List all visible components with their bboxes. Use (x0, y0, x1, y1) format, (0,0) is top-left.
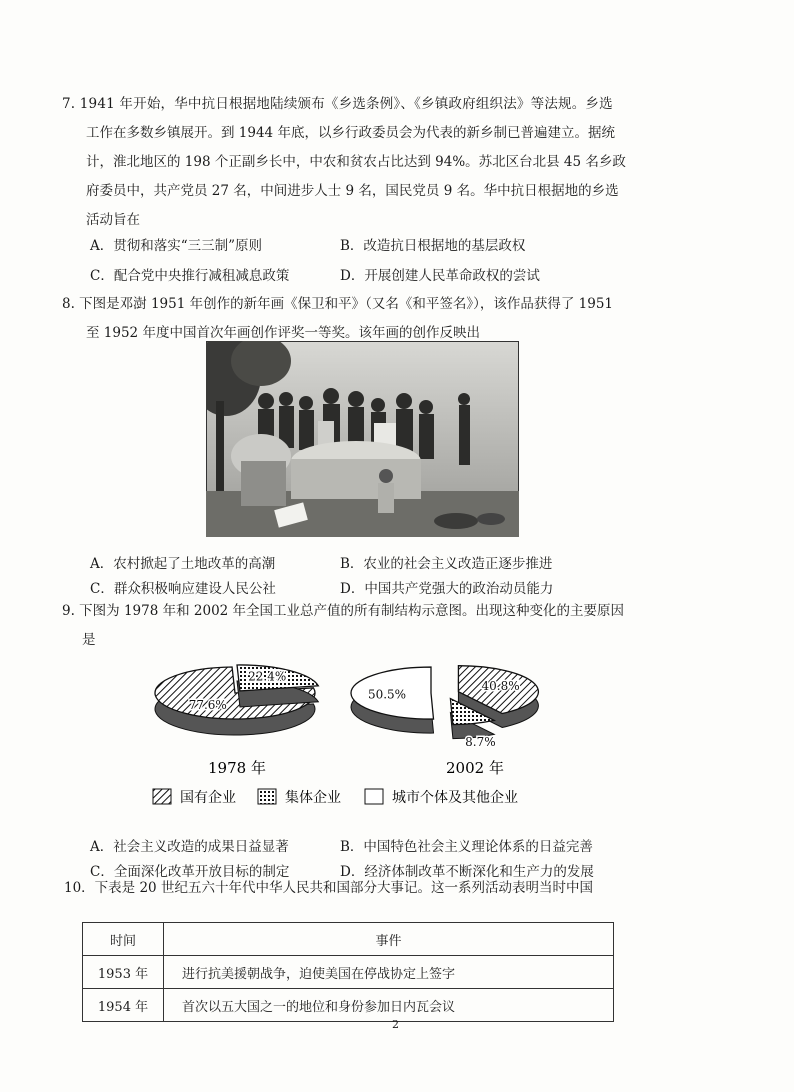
new-year-painting-image (206, 341, 519, 537)
q9-option-b[interactable]: B．中国特色社会主义理论体系的日益完善 (340, 838, 593, 855)
legend (153, 789, 518, 806)
pie-slice-label: 22.4% (248, 669, 287, 684)
q9-option-d[interactable]: D．经济体制改革不断深化和生产力的发展 (340, 863, 594, 880)
legend-swatch-state (153, 789, 171, 804)
q7-line: 府委员中，共产党员 27 名，中间进步人士 9 名，国民党员 9 名。华中抗日根据地的乡选 (86, 183, 619, 199)
q8-option-a[interactable]: A．农村掀起了土地改革的高潮 (90, 555, 276, 572)
legend-label-state: 国有企业 (180, 790, 236, 806)
q7-option-b[interactable]: B．改造抗日根据地的基层政权 (340, 237, 526, 254)
table-cell-time: 1954 年 (83, 989, 164, 1022)
pie-slice-label: 8.7% (465, 735, 496, 750)
pie-2002 (351, 666, 538, 749)
q9-option-a[interactable]: A．社会主义改造的成果日益显著 (90, 838, 289, 855)
q7-line: 工作在多数乡镇展开。到 1944 年底，以乡行政委员会为代表的新乡制已普遍建立。据统 (86, 125, 615, 141)
q9-line: 9. 下图为 1978 年和 2002 年全国工业总产值的所有制结构示意图。出现这种变化的主要原因 (62, 603, 625, 619)
q7-option-c[interactable]: C．配合党中央推行减租减息政策 (90, 267, 290, 284)
q9-option-c[interactable]: C．全面深化改革开放目标的制定 (90, 863, 290, 880)
table-header-row (83, 923, 614, 956)
pie-title-1978: 1978 年 (208, 759, 266, 777)
table-cell-event: 进行抗美援朝战争，迫使美国在停战协定上签字 (164, 956, 614, 989)
table-header-event: 事件 (164, 923, 614, 956)
q8-option-c[interactable]: C．群众积极响应建设人民公社 (90, 580, 276, 597)
q7-options (90, 231, 650, 286)
legend-swatch-collective (258, 789, 276, 804)
table-row (83, 989, 614, 1022)
legend-swatch-private (365, 789, 383, 804)
q8-line: 至 1952 年度中国首次年画创作评奖一等奖。该年画的创作反映出 (86, 325, 480, 341)
q8-option-b[interactable]: B．农业的社会主义改造正逐步推进 (340, 555, 553, 572)
question-9 (62, 597, 632, 655)
q7-line: 7. 1941 年开始，华中抗日根据地陆续颁布《乡选条例》、《乡镇政府组织法》等法规。乡选 (62, 96, 613, 112)
table-header-time: 时间 (83, 923, 164, 956)
pie-1978 (155, 665, 318, 735)
q10-line: 10．下表是 20 世纪五六十年代中华人民共和国部分大事记。这一系列活动表明当时中国 (64, 880, 593, 896)
pie-slice-label: 40.8% (481, 678, 520, 693)
q7-option-a[interactable]: A．贯彻和落实“三三制”原则 (90, 237, 263, 254)
pie-slice-label: 50.5% (367, 687, 407, 702)
page-number: 2 (392, 1018, 399, 1031)
legend-label-private: 城市个体及其他企业 (392, 790, 518, 806)
question-10 (64, 874, 634, 903)
table-row (83, 956, 614, 989)
events-table (82, 922, 614, 1022)
table-cell-event: 首次以五大国之一的地位和身份参加日内瓦会议 (164, 989, 614, 1022)
table-cell-time: 1953 年 (83, 956, 164, 989)
q7-line: 计，淮北地区的 198 个正副乡长中，中农和贫农占比达到 94%。苏北区台北县 45 名乡政 (86, 154, 626, 170)
q8-option-d[interactable]: D．中国共产党强大的政治动员能力 (340, 580, 554, 597)
legend-label-collective: 集体企业 (285, 790, 341, 806)
pie-title-2002: 2002 年 (446, 759, 504, 777)
question-7 (62, 90, 632, 235)
question-8 (62, 290, 632, 348)
pie-charts-svg (140, 655, 580, 825)
q9-line: 是 (82, 632, 96, 648)
q7-line: 活动旨在 (86, 212, 140, 228)
ownership-pie-charts (140, 655, 580, 825)
q7-option-d[interactable]: D．开展创建人民革命政权的尝试 (340, 267, 540, 284)
q8-line: 8. 下图是邓澍 1951 年创作的新年画《保卫和平》（又名《和平签名》），该作品获得了 1951 (62, 296, 614, 312)
painting-illustration (206, 341, 519, 537)
q8-options (90, 549, 650, 599)
pie-slice-label: 77.6% (188, 698, 227, 713)
